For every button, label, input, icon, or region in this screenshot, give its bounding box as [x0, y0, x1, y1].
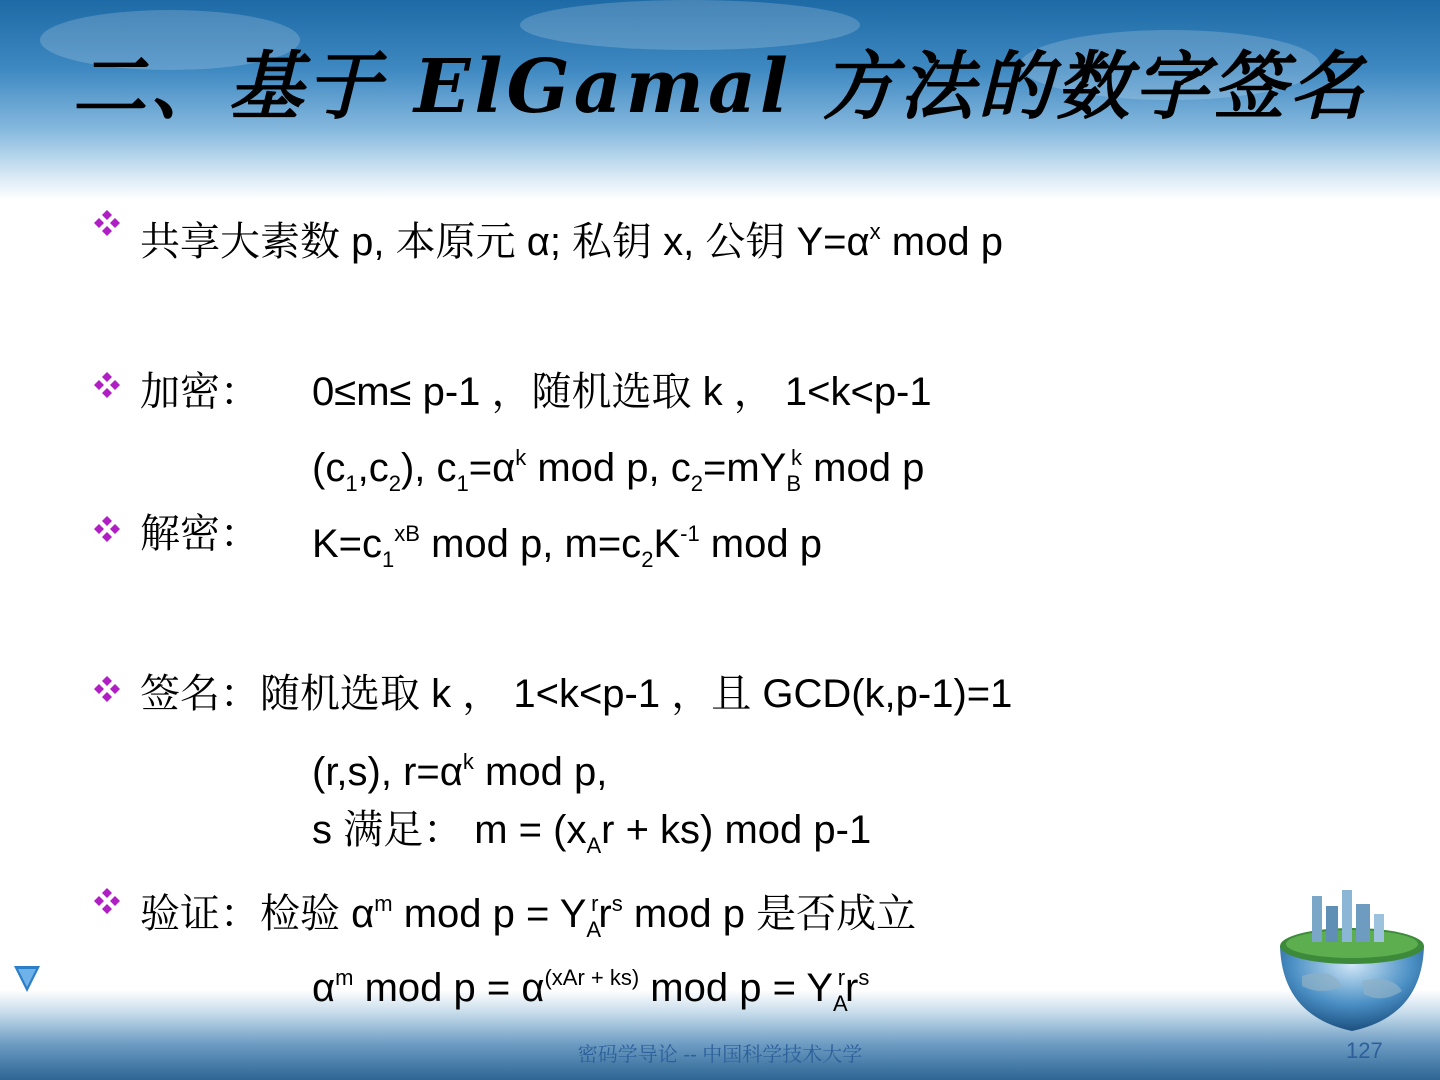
globe-city-icon [1272, 886, 1432, 1036]
verify-line-1: 验证：检验 $\alpha^m$ mod $p = Y_A^rr^s$ mod p 是否成立 [140, 891, 917, 942]
footer-caption: 密码学导论 -- 中国科学技术大学 [577, 1044, 863, 1066]
diamond-bullet-icon [92, 886, 122, 916]
diamond-bullet-icon [92, 514, 122, 544]
shared-params-line: 共享大素数 p, 本原元 α; 私钥 x, 公钥 $Y=\alpha^x$ mod p [140, 219, 1003, 264]
triangle-down-icon[interactable] [14, 966, 40, 992]
encrypt-label: 加密： [140, 370, 260, 414]
diamond-bullet-icon [92, 370, 122, 400]
encrypt-line-1: 0≤m≤ p-1 ，随机选取 k ， 1<k<p-1 [312, 370, 932, 414]
verify-line-2: $\alpha^m$ mod $p = \alpha^{(xAr + ks)}$ mod $p = Y_A^rr^s$ [312, 965, 870, 1016]
decrypt-label: 解密： [140, 512, 260, 556]
page-number: 127 [1346, 1038, 1383, 1063]
slide-title: 二、基于 ElGamal 方法的数字签名 [72, 44, 1368, 130]
encrypt-line-2: $(c_1,c_2)$, $c_1=\alpha^k$ mod p, $c_2=mY_B^k$ mod p [312, 445, 925, 496]
sign-line-2: (r,s), $r=\alpha^k$ mod p, [312, 749, 608, 794]
decrypt-line: $K=c_1^{xB}$ mod p, $m=c_2K^{-1}$ mod p [312, 521, 822, 572]
diamond-bullet-icon [92, 674, 122, 704]
diamond-bullet-icon [92, 208, 122, 238]
sign-line-1: 签名：随机选取 k ， 1<k<p-1 ，且 GCD(k,p-1)=1 [140, 672, 1013, 716]
sign-line-3: s 满足： $m = (x_Ar + ks)$ mod p-1 [312, 808, 872, 858]
